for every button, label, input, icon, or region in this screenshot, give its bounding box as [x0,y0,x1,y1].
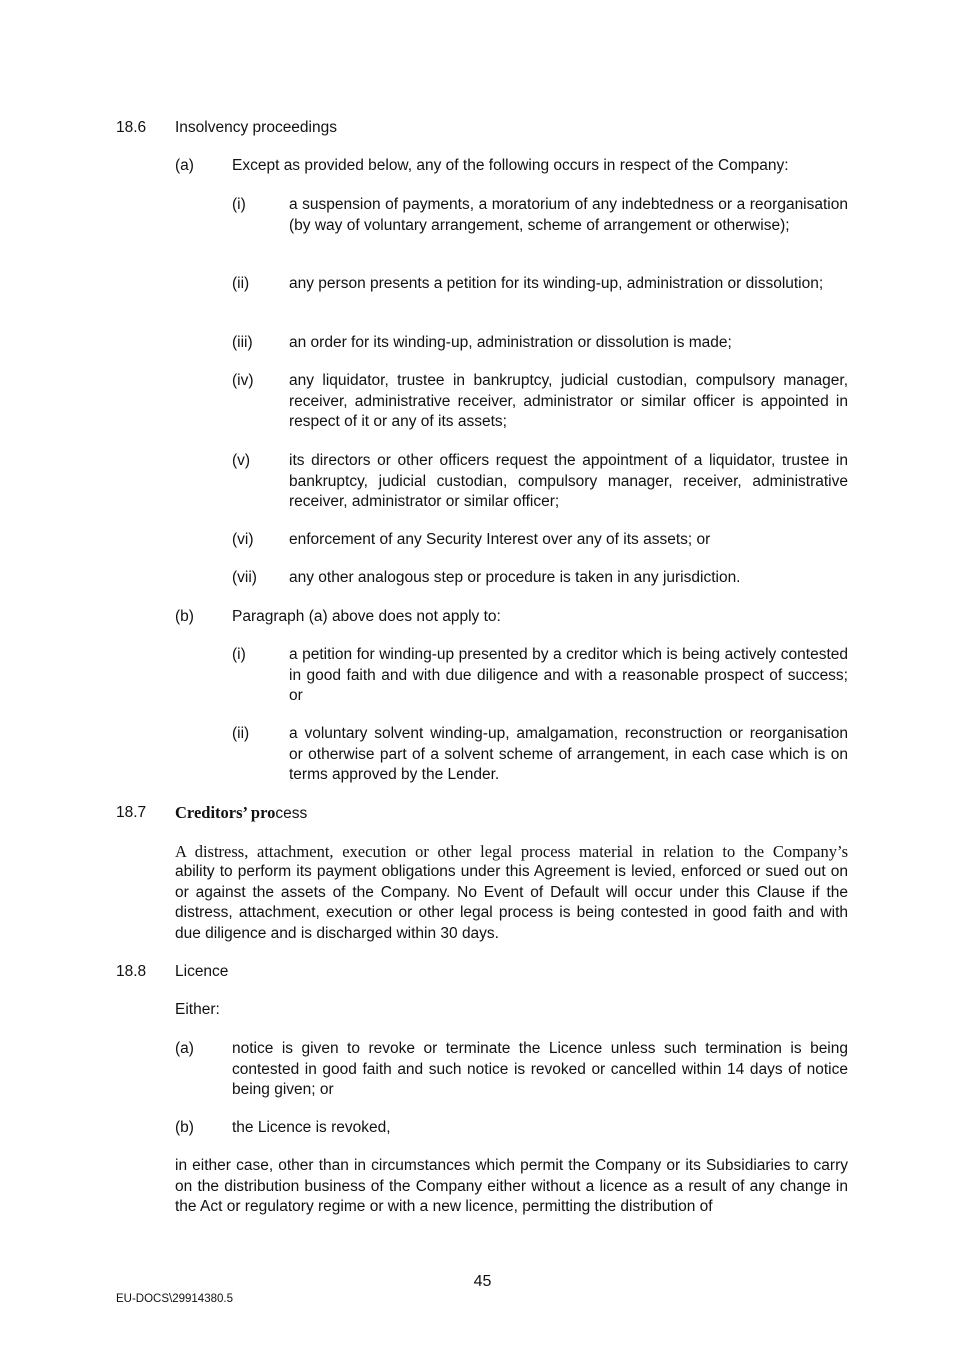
heading-bold-part: Creditors’ pro [175,803,276,822]
clause-heading-insolvency: Insolvency proceedings [175,119,337,136]
item-text: an order for its winding-up, administration or dissolution is made; [289,334,732,351]
paragraph-label-a: (a) [175,157,194,174]
item-text: enforcement of any Security Interest over any of its assets; or [289,531,711,548]
clause-body: ability to perform its payment obligations under this Agreement is levied, enforced or sued out on or against the assets of the Company. No Event of Default will occur under this Clause if the distress, attachment, execution or other legal process is being contested in good faith and with due diligence and is discharged within 30 days. [175,863,848,942]
item-text: a suspension of payments, a moratorium of any indebtedness or a reorganisation (by way of voluntary arrangement, scheme of arrangement or otherwise); [289,196,848,234]
clause-body-first-line: A distress, attachment, execution or other legal process material in relation to the Company’s [175,842,848,861]
paragraph-text-b: Paragraph (a) above does not apply to: [232,608,501,625]
item-text: any person presents a petition for its winding-up, administration or dissolution; [289,275,824,292]
item-text: its directors or other officers request the appointment of a liquidator, trustee in bankruptcy, judicial custodian, compulsory manager, receiver, administrative receiver, administrator or similar officer; [289,452,848,510]
item-text: a voluntary solvent winding-up, amalgamation, reconstruction or reorganisation or otherwise part of a solvent scheme of arrangement, in each case which is on terms approved by the Lender. [289,725,848,783]
item-label: (i) [232,196,246,213]
item-text: notice is given to revoke or terminate the Licence unless such termination is being contested in good faith and such notice is revoked or cancelled within 14 days of notice being given; or [232,1040,848,1098]
clause-heading-licence: Licence [175,963,229,980]
item-label: (a) [175,1040,194,1057]
item-label: (ii) [232,725,250,742]
item-label: (b) [175,1119,194,1136]
clause-number-18-8: 18.8 [116,963,147,980]
item-label: (iv) [232,372,254,389]
clause-intro: Either: [175,1001,220,1018]
clause-closing-text: in either case, other than in circumstances which permit the Company or its Subsidiaries to carry on the distribution business of the Company either without a licence as a result of any change in the Act or regulatory regime or with a new licence, permitting the distribution of [175,1157,848,1215]
item-label: (v) [232,452,251,469]
item-label: (iii) [232,334,253,351]
item-label: (i) [232,646,246,663]
clause-number-18-6: 18.6 [116,119,147,136]
item-label: (vii) [232,569,257,586]
item-text: a petition for winding-up presented by a creditor which is being actively contested in good faith and with due diligence and with a reasonable prospect of success; or [289,646,848,704]
clause-number-18-7: 18.7 [116,804,147,821]
paragraph-label-b: (b) [175,608,194,625]
paragraph-text-a: Except as provided below, any of the following occurs in respect of the Company: [232,157,789,174]
item-label: (vi) [232,531,254,548]
heading-rest-part: cess [275,805,308,822]
page-number: 45 [473,1273,492,1290]
document-reference: EU-DOCS\29914380.5 [116,1293,233,1305]
item-label: (ii) [232,275,250,292]
clause-heading-creditors-process [175,803,307,824]
item-text: any liquidator, trustee in bankruptcy, judicial custodian, compulsory manager, receiver, administrative receiver, administrator or similar officer is appointed in respect of it or any of its assets; [289,372,848,430]
item-text: the Licence is revoked, [232,1119,391,1136]
item-text: any other analogous step or procedure is taken in any jurisdiction. [289,569,741,586]
